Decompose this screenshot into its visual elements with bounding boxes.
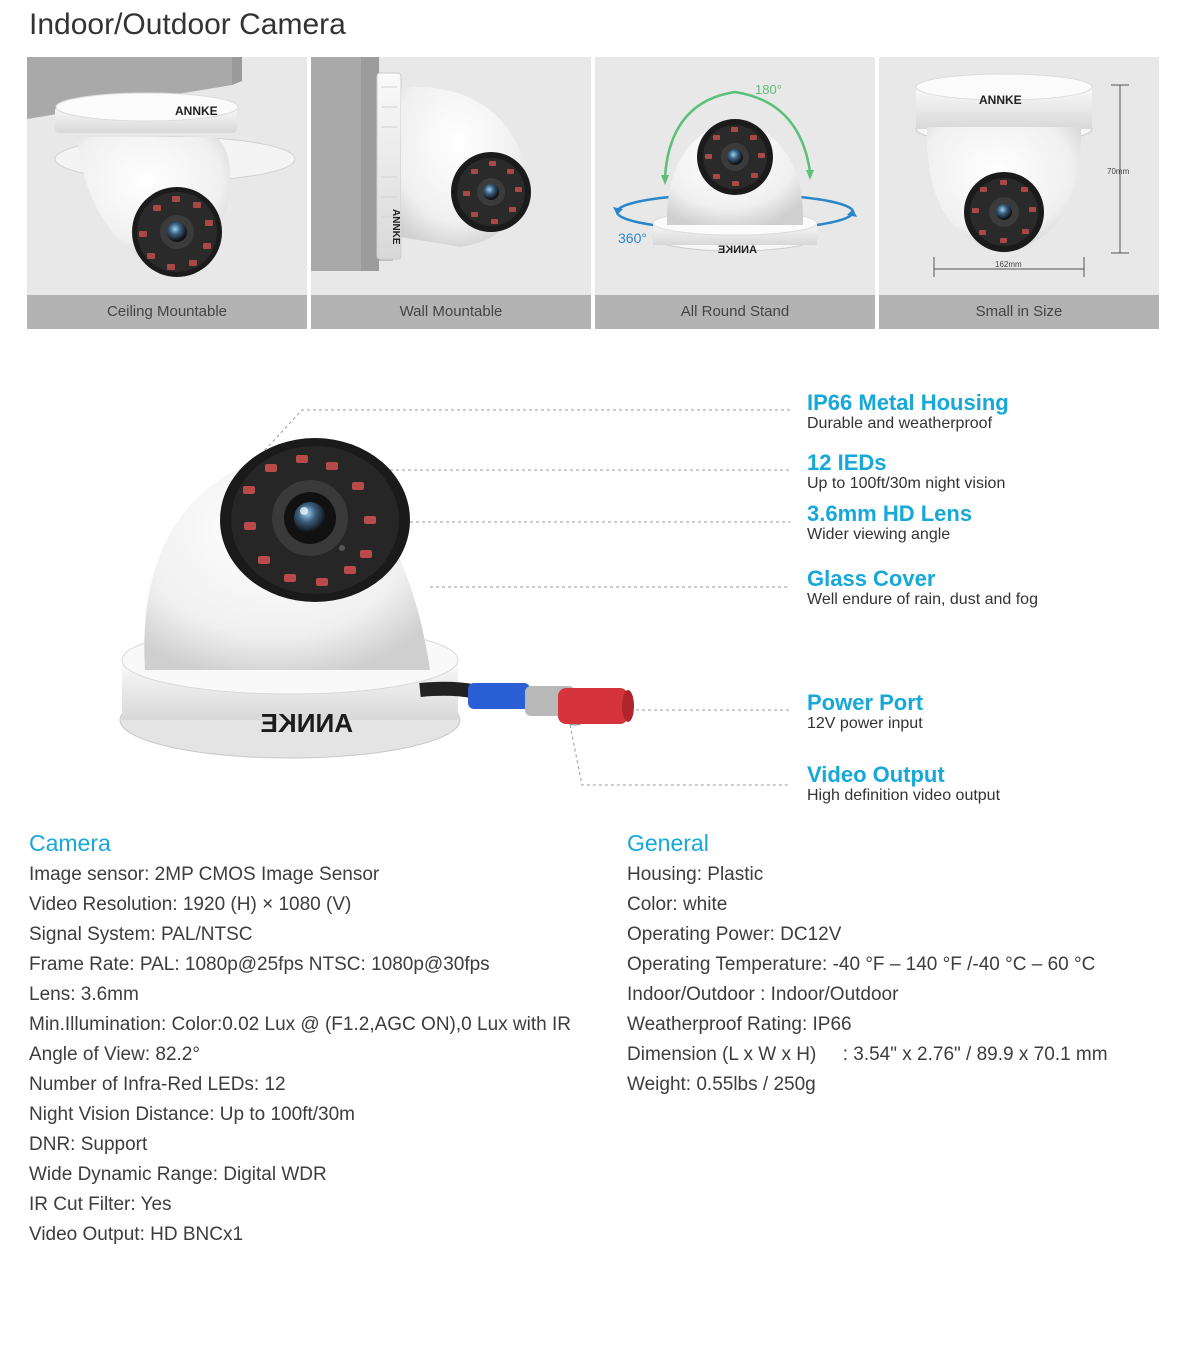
rotation-180-label: 180°	[755, 82, 782, 97]
camera-specs	[29, 828, 571, 1250]
spec-row: Color: white	[627, 894, 728, 915]
video-connector	[468, 683, 530, 709]
brand-logo: ANNKE	[390, 209, 401, 245]
spec-row: Indoor/Outdoor : Indoor/Outdoor	[627, 984, 899, 1005]
general-specs-heading: General	[627, 830, 709, 856]
spec-row: Weatherproof Rating: IP66	[627, 1014, 852, 1035]
callout-title: 3.6mm HD Lens	[807, 501, 973, 526]
tile-caption: Wall Mountable	[311, 295, 591, 329]
general-specs	[627, 828, 1108, 1100]
wall-mount-image	[311, 57, 591, 295]
callout-subtitle: Up to 100ft/30m night vision	[807, 475, 1006, 492]
height-label: 70mm	[1107, 167, 1130, 176]
spec-row: Operating Temperature: -40 °F – 140 °F /-40 °C – 60 °C	[627, 954, 1096, 975]
small-size-image	[879, 57, 1159, 295]
callout-title: Glass Cover	[807, 566, 936, 591]
spec-row: Image sensor: 2MP CMOS Image Sensor	[29, 864, 380, 885]
tile-wall-mountable	[311, 57, 591, 329]
callout-ir-leds	[807, 451, 1005, 493]
tile-ceiling-mountable	[27, 57, 307, 329]
lens	[294, 502, 326, 534]
spec-row: Weight: 0.55lbs / 250g	[627, 1074, 816, 1095]
brand-logo: ANNKE	[175, 104, 218, 118]
callout-title: Video Output	[807, 762, 945, 787]
brand-logo: ANNKE	[979, 93, 1022, 107]
tile-small-in-size	[879, 57, 1159, 329]
spec-row: Min.Illumination: Color:0.02 Lux @ (F1.2,AGC ON),0 Lux with IR	[29, 1014, 571, 1035]
camera-specs-heading: Camera	[29, 830, 111, 856]
callout-title: IP66 Metal Housing	[807, 390, 1009, 415]
callout-subtitle: High definition video output	[807, 787, 1001, 804]
spec-row: Frame Rate: PAL: 1080p@25fps NTSC: 1080p@30fps	[29, 954, 490, 975]
width-label: 162mm	[995, 260, 1022, 269]
callout-glass-cover	[807, 567, 1038, 609]
spec-row: Dimension (L x W x H) : 3.54" x 2.76" / 89.9 x 70.1 mm	[627, 1044, 1108, 1065]
callout-title: 12 IEDs	[807, 450, 887, 475]
tile-caption: Ceiling Mountable	[27, 295, 307, 329]
ceiling-mount-image	[27, 57, 307, 295]
callout-power-port	[807, 691, 923, 733]
spec-row: Angle of View: 82.2°	[29, 1044, 200, 1065]
all-round-stand-image	[595, 57, 875, 295]
spec-row: IR Cut Filter: Yes	[29, 1194, 172, 1215]
spec-row: Signal System: PAL/NTSC	[29, 924, 253, 945]
callout-title: Power Port	[807, 690, 924, 715]
callout-ip66-housing	[807, 391, 1009, 433]
spec-row: Wide Dynamic Range: Digital WDR	[29, 1164, 327, 1185]
page-title: Indoor/Outdoor Camera	[29, 8, 346, 41]
spec-row: DNR: Support	[29, 1134, 148, 1155]
callout-subtitle: Wider viewing angle	[807, 526, 951, 543]
spec-row: Number of Infra-Red LEDs: 12	[29, 1074, 286, 1095]
callout-hd-lens	[807, 502, 972, 544]
callout-subtitle: Well endure of rain, dust and fog	[807, 591, 1038, 608]
brand-logo: ANNKE	[717, 244, 757, 256]
power-connector	[558, 688, 628, 724]
callout-video-output	[807, 763, 1000, 805]
rotation-360-label: 360°	[618, 230, 647, 246]
spec-row: Lens: 3.6mm	[29, 984, 139, 1005]
brand-logo: ANNKE	[260, 708, 353, 738]
spec-row: Night Vision Distance: Up to 100ft/30m	[29, 1104, 355, 1125]
callout-subtitle: 12V power input	[807, 715, 923, 732]
tile-caption: Small in Size	[879, 295, 1159, 329]
spec-row: Video Output: HD BNCx1	[29, 1224, 244, 1245]
spec-row: Operating Power: DC12V	[627, 924, 842, 945]
spec-row: Video Resolution: 1920 (H) × 1080 (V)	[29, 894, 352, 915]
tile-caption: All Round Stand	[595, 295, 875, 329]
camera-diagram	[0, 380, 800, 810]
tile-all-round-stand	[595, 57, 875, 329]
callout-subtitle: Durable and weatherproof	[807, 415, 993, 432]
spec-row: Housing: Plastic	[627, 864, 764, 885]
